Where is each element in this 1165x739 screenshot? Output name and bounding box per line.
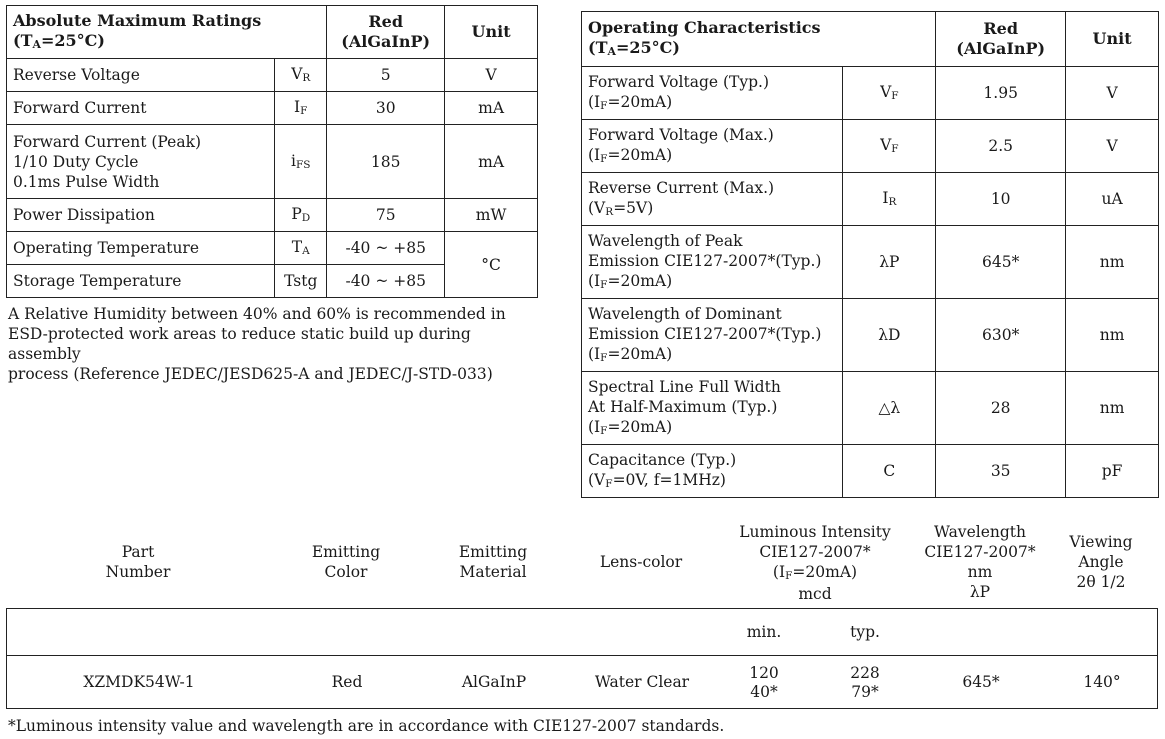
oc-title-cell <box>582 12 936 67</box>
header-luminous-intensity: Luminous Intensity CIE127-2007* (IF=20mA) mcd <box>739 523 891 603</box>
unit: uA <box>1066 173 1159 226</box>
unit: mA <box>445 125 538 199</box>
param: Power Dissipation <box>7 199 275 232</box>
material-value: AlGaInP <box>461 673 527 691</box>
value: 28 <box>936 372 1066 445</box>
symbol: iFS <box>275 125 327 199</box>
symbol: Tstg <box>275 265 327 298</box>
min-values: 120 40* <box>749 664 779 701</box>
value: 5 <box>327 59 445 92</box>
header-lens-color: Lens-color <box>599 553 683 571</box>
param: Forward Voltage (Typ.) (IF=20mA) <box>582 67 843 120</box>
oc-red-header: Red (AlGaInP) <box>936 12 1066 67</box>
absolute-maximum-ratings-table <box>6 5 538 298</box>
value: 645* <box>936 226 1066 299</box>
table-row <box>7 92 538 125</box>
unit: °C <box>445 232 538 298</box>
table-row <box>582 120 1159 173</box>
lens-value: Water Clear <box>594 673 690 691</box>
value: -40 ~ +85 <box>327 265 445 298</box>
oc-title: Operating Characteristics <box>588 18 821 37</box>
header-emitting-material: Emitting Material <box>458 543 528 581</box>
symbol: PD <box>275 199 327 232</box>
table-row <box>7 59 538 92</box>
table-row <box>582 372 1159 445</box>
table-row <box>7 125 538 199</box>
header-part-number: Part Number <box>105 543 171 581</box>
unit: nm <box>1066 299 1159 372</box>
unit: V <box>1066 120 1159 173</box>
param: Operating Temperature <box>7 232 275 265</box>
operating-characteristics-table <box>581 11 1159 498</box>
symbol: VR <box>275 59 327 92</box>
param: Forward Current <box>7 92 275 125</box>
unit: mW <box>445 199 538 232</box>
symbol: VF <box>843 67 936 120</box>
value: 30 <box>327 92 445 125</box>
value: 1.95 <box>936 67 1066 120</box>
wavelength-value: 645* <box>962 673 1000 691</box>
symbol: TA <box>275 232 327 265</box>
param: Reverse Current (Max.) (VR=5V) <box>582 173 843 226</box>
param: Reverse Voltage <box>7 59 275 92</box>
param: Forward Voltage (Max.) (IF=20mA) <box>582 120 843 173</box>
amr-title-cell <box>7 6 327 59</box>
value: 2.5 <box>936 120 1066 173</box>
amr-condition: (TA=25°C) <box>13 31 105 51</box>
header-emitting-color: Emitting Color <box>311 543 381 581</box>
row-divider <box>7 655 1157 656</box>
amr-title: Absolute Maximum Ratings <box>13 11 262 30</box>
viewing-angle-value: 140° <box>1083 673 1121 691</box>
unit: V <box>445 59 538 92</box>
unit: pF <box>1066 445 1159 498</box>
table-row <box>582 173 1159 226</box>
param: Spectral Line Full Width At Half-Maximum (Typ.) (IF=20mA) <box>582 372 843 445</box>
value: 185 <box>327 125 445 199</box>
header-viewing-angle: Viewing Angle 2θ 1/2 <box>1069 533 1133 591</box>
unit: nm <box>1066 226 1159 299</box>
value: 35 <box>936 445 1066 498</box>
table-row <box>582 226 1159 299</box>
table-row <box>582 67 1159 120</box>
humidity-note: A Relative Humidity between 40% and 60% is recommended in ESD-protected work areas to reduce static build up during assembly process (Reference JEDEC/JESD625-A and JEDEC/J-STD-033) <box>8 305 506 383</box>
amr-unit-header: Unit <box>445 6 538 59</box>
symbol: IR <box>843 173 936 226</box>
symbol: VF <box>843 120 936 173</box>
table-row <box>582 445 1159 498</box>
unit: mA <box>445 92 538 125</box>
symbol: △λ <box>843 372 936 445</box>
value: 10 <box>936 173 1066 226</box>
table-row <box>7 199 538 232</box>
symbol: IF <box>275 92 327 125</box>
part-table-header <box>6 518 1159 608</box>
typ-label: typ. <box>850 623 880 641</box>
amr-red-header: Red (AlGaInP) <box>327 6 445 59</box>
param: Storage Temperature <box>7 265 275 298</box>
value: -40 ~ +85 <box>327 232 445 265</box>
value: 630* <box>936 299 1066 372</box>
oc-unit-header: Unit <box>1066 12 1159 67</box>
oc-condition: (TA=25°C) <box>588 38 680 58</box>
value: 75 <box>327 199 445 232</box>
param: Forward Current (Peak) 1/10 Duty Cycle 0.1ms Pulse Width <box>7 125 275 199</box>
unit: nm <box>1066 372 1159 445</box>
color-value: Red <box>331 673 363 691</box>
table-row <box>7 232 538 265</box>
header-wavelength: Wavelength CIE127-2007* nm λP <box>924 523 1036 601</box>
table-row <box>582 299 1159 372</box>
param: Wavelength of Peak Emission CIE127-2007*(Typ.) (IF=20mA) <box>582 226 843 299</box>
part-table-body <box>6 608 1158 709</box>
part-number-value: XZMDK54W-1 <box>83 673 195 691</box>
param: Wavelength of Dominant Emission CIE127-2007*(Typ.) (IF=20mA) <box>582 299 843 372</box>
symbol: C <box>843 445 936 498</box>
typ-values: 228 79* <box>850 664 880 701</box>
param: Capacitance (Typ.) (VF=0V, f=1MHz) <box>582 445 843 498</box>
symbol: λD <box>843 299 936 372</box>
footnote: *Luminous intensity value and wavelength are in accordance with CIE127-2007 standards. <box>8 717 725 735</box>
min-label: min. <box>746 623 782 641</box>
unit: V <box>1066 67 1159 120</box>
symbol: λP <box>843 226 936 299</box>
